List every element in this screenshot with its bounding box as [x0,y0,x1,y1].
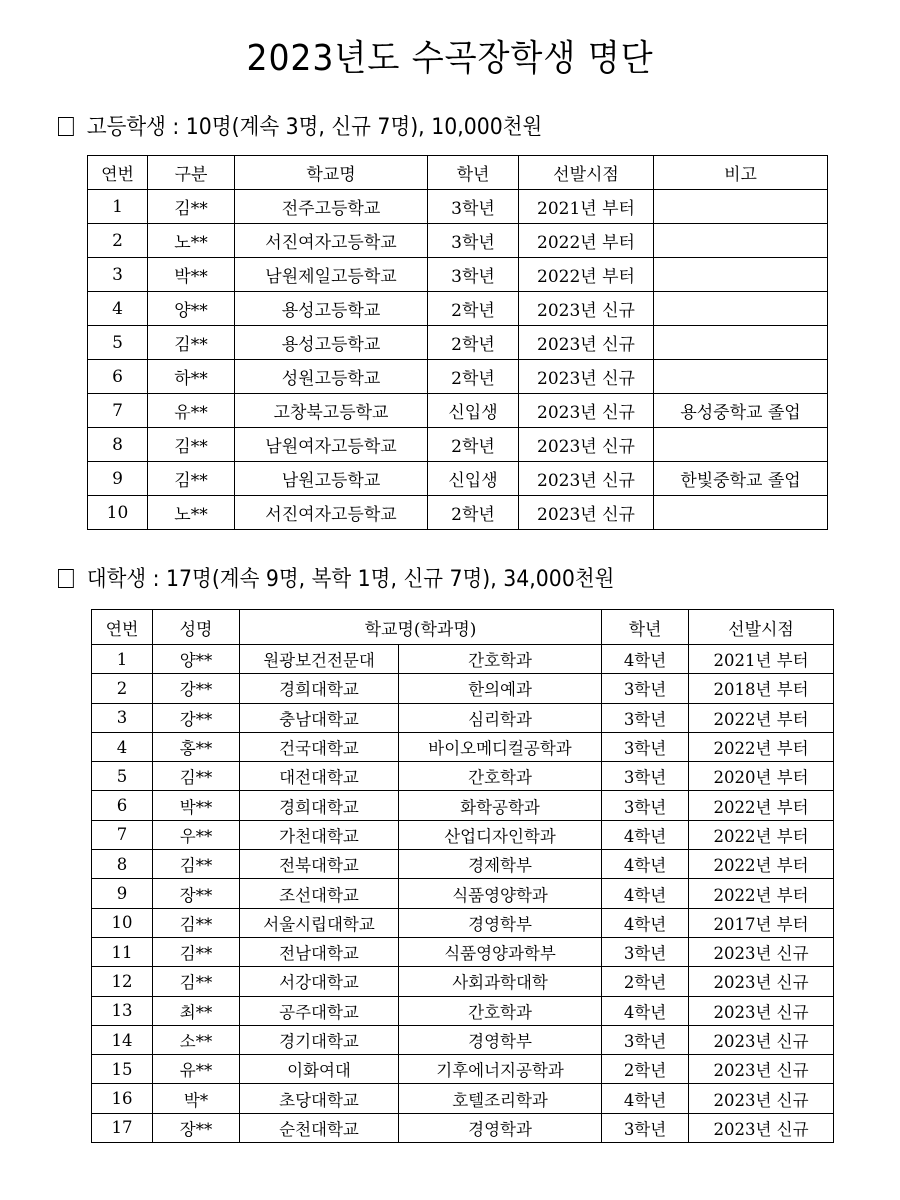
cell-grade: 2학년 [428,428,519,462]
cell-department: 경영학부 [399,908,602,937]
table-row [92,1113,834,1142]
cell-school: 초당대학교 [240,1084,399,1113]
cell-department: 바이오메디컬공학과 [399,732,602,761]
cell-school: 용성고등학교 [235,326,428,360]
cell-selected: 2023년 신규 [519,496,654,530]
cell-name: 유** [148,394,235,428]
square-bullet-icon [58,117,74,136]
cell-name: 박** [153,791,240,820]
column-header-school: 학교명 [235,156,428,190]
cell-school: 전남대학교 [240,937,399,966]
table-row [92,850,834,879]
high-school-table-body [88,190,828,530]
cell-note [654,496,828,530]
cell-no: 15 [92,1055,153,1084]
column-header-grade: 학년 [428,156,519,190]
cell-grade: 4학년 [602,908,689,937]
university-heading-text: 대학생 : 17명(계속 9명, 복학 1명, 신규 7명), 34,000천원 [86,567,615,592]
column-header-category: 구분 [148,156,235,190]
cell-note [654,258,828,292]
cell-grade: 2학년 [428,292,519,326]
cell-name: 김** [153,908,240,937]
table-row [88,394,828,428]
cell-no: 2 [88,224,148,258]
cell-grade: 3학년 [428,258,519,292]
table-row [92,996,834,1025]
cell-department: 한의예과 [399,674,602,703]
cell-no: 6 [88,360,148,394]
table-row [92,703,834,732]
table-row [92,937,834,966]
table-row [88,190,828,224]
cell-school: 이화여대 [240,1055,399,1084]
cell-department: 화학공학과 [399,791,602,820]
cell-note [654,428,828,462]
table-row [92,879,834,908]
cell-department: 경영학과 [399,1113,602,1142]
cell-note [654,292,828,326]
cell-school: 경희대학교 [240,791,399,820]
cell-no: 8 [92,850,153,879]
cell-no: 1 [88,190,148,224]
cell-selected: 2017년 부터 [689,908,834,937]
cell-selected: 2022년 부터 [689,703,834,732]
cell-grade: 2학년 [602,967,689,996]
table-row [88,428,828,462]
cell-no: 3 [92,703,153,732]
cell-selected: 2023년 신규 [519,462,654,496]
cell-school: 전주고등학교 [235,190,428,224]
cell-selected: 2018년 부터 [689,674,834,703]
cell-name: 우** [153,820,240,849]
cell-department: 간호학과 [399,996,602,1025]
cell-school: 원광보건전문대 [240,645,399,674]
cell-name: 양** [148,292,235,326]
cell-school: 전북대학교 [240,850,399,879]
table-row [92,1055,834,1084]
cell-selected: 2022년 부터 [689,791,834,820]
cell-selected: 2022년 부터 [689,850,834,879]
cell-grade: 신입생 [428,394,519,428]
cell-no: 5 [88,326,148,360]
cell-no: 10 [88,496,148,530]
cell-school: 경희대학교 [240,674,399,703]
cell-note [654,360,828,394]
cell-school: 조선대학교 [240,879,399,908]
cell-name: 홍** [153,732,240,761]
cell-no: 7 [88,394,148,428]
cell-school: 남원여자고등학교 [235,428,428,462]
cell-name: 박* [153,1084,240,1113]
cell-grade: 2학년 [428,360,519,394]
table-row [92,820,834,849]
cell-selected: 2023년 신규 [689,1055,834,1084]
cell-name: 노** [148,496,235,530]
cell-school: 성원고등학교 [235,360,428,394]
cell-school: 대전대학교 [240,762,399,791]
cell-name: 소** [153,1025,240,1054]
cell-no: 5 [92,762,153,791]
cell-no: 1 [92,645,153,674]
cell-no: 3 [88,258,148,292]
table-row [92,1084,834,1113]
table-row [92,791,834,820]
cell-name: 양** [153,645,240,674]
cell-school: 서울시립대학교 [240,908,399,937]
cell-note: 용성중학교 졸업 [654,394,828,428]
cell-name: 김** [148,462,235,496]
cell-school: 경기대학교 [240,1025,399,1054]
cell-note [654,224,828,258]
cell-school: 용성고등학교 [235,292,428,326]
cell-school: 남원고등학교 [235,462,428,496]
cell-selected: 2021년 부터 [519,190,654,224]
table-row [92,1025,834,1054]
cell-selected: 2022년 부터 [519,258,654,292]
table-row [92,732,834,761]
cell-name: 김** [153,850,240,879]
table-row [88,292,828,326]
cell-school: 순천대학교 [240,1113,399,1142]
cell-selected: 2023년 신규 [689,1025,834,1054]
cell-grade: 4학년 [602,820,689,849]
cell-no: 9 [92,879,153,908]
cell-school: 충남대학교 [240,703,399,732]
cell-no: 4 [92,732,153,761]
cell-department: 사회과학대학 [399,967,602,996]
cell-department: 식품영양학과 [399,879,602,908]
cell-selected: 2023년 신규 [519,394,654,428]
cell-note: 한빛중학교 졸업 [654,462,828,496]
university-table-body [92,645,834,1143]
cell-selected: 2023년 신규 [519,428,654,462]
table-row [88,360,828,394]
cell-name: 김** [148,190,235,224]
cell-selected: 2023년 신규 [689,937,834,966]
column-header-name: 성명 [153,610,240,645]
cell-name: 김** [153,762,240,791]
cell-selected: 2021년 부터 [689,645,834,674]
table-header-row [88,156,828,190]
column-header-selected: 선발시점 [689,610,834,645]
cell-department: 기후에너지공학과 [399,1055,602,1084]
cell-grade: 3학년 [602,791,689,820]
cell-grade: 3학년 [602,674,689,703]
cell-grade: 4학년 [602,645,689,674]
cell-grade: 4학년 [602,850,689,879]
cell-department: 식품영양과학부 [399,937,602,966]
university-section-heading [58,562,614,593]
table-row [92,645,834,674]
column-header-school-dept: 학교명(학과명) [240,610,602,645]
cell-selected: 2022년 부터 [519,224,654,258]
cell-school: 남원제일고등학교 [235,258,428,292]
cell-name: 강** [153,674,240,703]
cell-school: 가천대학교 [240,820,399,849]
table-row [88,326,828,360]
cell-school: 서진여자고등학교 [235,496,428,530]
cell-school: 서강대학교 [240,967,399,996]
cell-grade: 2학년 [428,496,519,530]
cell-name: 김** [153,937,240,966]
cell-grade: 4학년 [602,1084,689,1113]
cell-school: 고창북고등학교 [235,394,428,428]
cell-grade: 2학년 [428,326,519,360]
cell-no: 6 [92,791,153,820]
cell-name: 박** [148,258,235,292]
cell-no: 16 [92,1084,153,1113]
cell-selected: 2020년 부터 [689,762,834,791]
column-header-no: 연번 [92,610,153,645]
cell-no: 12 [92,967,153,996]
cell-selected: 2023년 신규 [519,326,654,360]
cell-grade: 3학년 [428,224,519,258]
cell-name: 장** [153,1113,240,1142]
cell-grade: 4학년 [602,996,689,1025]
cell-school: 서진여자고등학교 [235,224,428,258]
cell-school: 건국대학교 [240,732,399,761]
cell-no: 9 [88,462,148,496]
cell-note [654,326,828,360]
cell-name: 김** [153,967,240,996]
cell-grade: 4학년 [602,879,689,908]
cell-name: 김** [148,428,235,462]
high-school-section-heading [58,110,542,141]
column-header-selected: 선발시점 [519,156,654,190]
cell-no: 11 [92,937,153,966]
table-header-row [92,610,834,645]
document-title: 2023년도 수곡장학생 명단 [246,38,654,79]
cell-school: 공주대학교 [240,996,399,1025]
cell-name: 하** [148,360,235,394]
cell-selected: 2023년 신규 [689,1113,834,1142]
cell-no: 17 [92,1113,153,1142]
cell-grade: 3학년 [428,190,519,224]
table-row [92,967,834,996]
cell-no: 7 [92,820,153,849]
cell-department: 간호학과 [399,762,602,791]
table-row [92,674,834,703]
cell-name: 노** [148,224,235,258]
cell-selected: 2023년 신규 [689,996,834,1025]
cell-name: 최** [153,996,240,1025]
cell-grade: 3학년 [602,1025,689,1054]
cell-department: 경영학부 [399,1025,602,1054]
cell-no: 14 [92,1025,153,1054]
cell-no: 10 [92,908,153,937]
cell-note [654,190,828,224]
cell-selected: 2022년 부터 [689,732,834,761]
university-table [91,609,834,1143]
cell-grade: 3학년 [602,1113,689,1142]
cell-name: 강** [153,703,240,732]
cell-department: 간호학과 [399,645,602,674]
table-row [88,258,828,292]
cell-department: 심리학과 [399,703,602,732]
cell-name: 장** [153,879,240,908]
cell-grade: 2학년 [602,1055,689,1084]
cell-grade: 3학년 [602,762,689,791]
cell-selected: 2023년 신규 [519,292,654,326]
cell-no: 8 [88,428,148,462]
cell-department: 산업디자인학과 [399,820,602,849]
cell-grade: 3학년 [602,732,689,761]
cell-name: 유** [153,1055,240,1084]
cell-department: 호텔조리학과 [399,1084,602,1113]
table-row [88,496,828,530]
cell-department: 경제학부 [399,850,602,879]
cell-no: 2 [92,674,153,703]
high-school-heading-text: 고등학생 : 10명(계속 3명, 신규 7명), 10,000천원 [86,115,543,140]
cell-grade: 3학년 [602,937,689,966]
cell-selected: 2022년 부터 [689,820,834,849]
table-row [92,762,834,791]
table-row [92,908,834,937]
table-row [88,462,828,496]
cell-name: 김** [148,326,235,360]
square-bullet-icon [58,569,74,588]
cell-no: 4 [88,292,148,326]
cell-no: 13 [92,996,153,1025]
cell-grade: 신입생 [428,462,519,496]
cell-selected: 2022년 부터 [689,879,834,908]
column-header-grade: 학년 [602,610,689,645]
cell-selected: 2023년 신규 [519,360,654,394]
table-row [88,224,828,258]
high-school-table [87,155,828,530]
cell-grade: 3학년 [602,703,689,732]
cell-selected: 2023년 신규 [689,1084,834,1113]
column-header-note: 비고 [654,156,828,190]
column-header-no: 연번 [88,156,148,190]
cell-selected: 2023년 신규 [689,967,834,996]
